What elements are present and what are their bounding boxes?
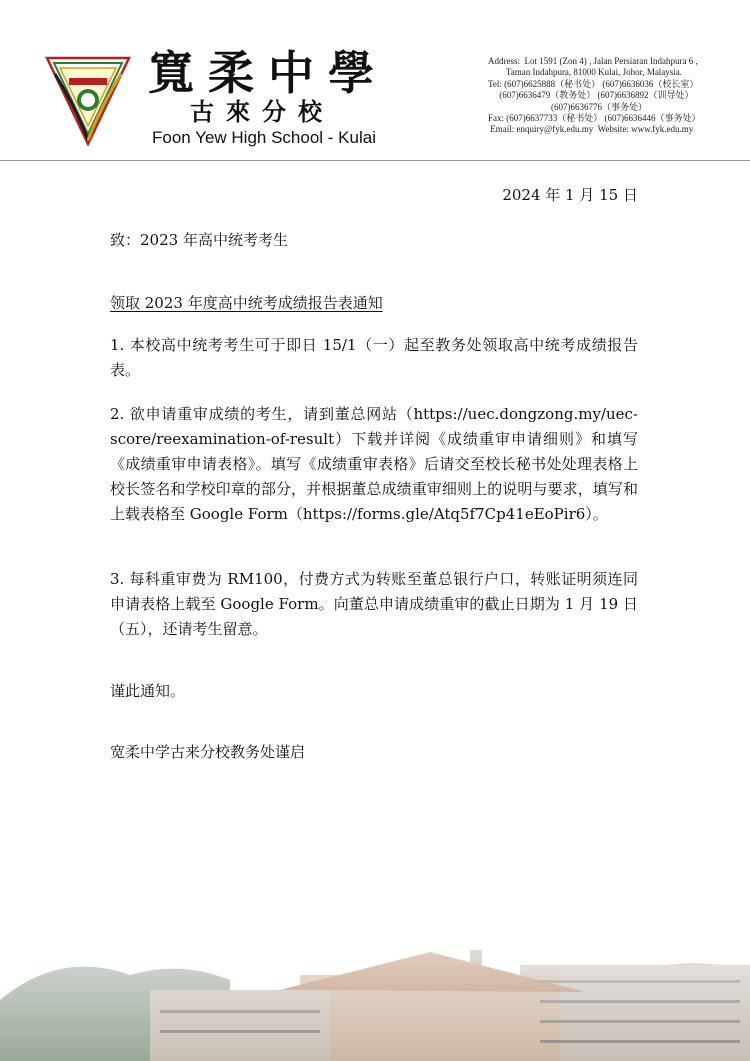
letter-date: 2024 年 1 月 15 日 (502, 186, 638, 204)
closing-remark: 谨此通知。 (110, 682, 186, 700)
header-divider (0, 160, 750, 161)
subject-line: 领取 2023 年度高中统考成绩报告表通知 (110, 294, 383, 312)
paragraph-3: 3. 每科重审费为 RM100，付费方式为转账至董总银行户口，转账证明须连同申请表格上载至 Google Form。向董总申请成绩重审的截止日期为 1 月 19 日（五），还请考生留意。 (110, 570, 638, 638)
signoff: 宽柔中学古来分校教务处谨启 (110, 743, 306, 761)
salutation: 致：2023 年高中统考考生 (110, 231, 288, 249)
school-crest-logo (45, 54, 131, 146)
branch-name-chinese: 古來分校 (190, 97, 334, 126)
school-name-english: Foon Yew High School - Kulai (152, 128, 376, 147)
school-name-chinese: 寬柔中學 (148, 46, 388, 100)
contact-address-block: Address: Lot 1591 (Zon 4) , Jalan Persiaran Indahpura 6 , Taman Indahpura, 81000 Kulai, Johor, Malaysia. Tel: (607)6625888（秘书处） (607)6636036（校长室） (607)6636479（教务处） (607)6636892（训导处） (607)6636776（事务处） Fax: (607)6637733（秘书处） (607)6636446（事务处） Email: enquiry@fyk.edu.my Website: www.fyk.edu.my (488, 56, 701, 135)
paragraph-2: 2. 欲申请重审成绩的考生，请到董总网站（https://uec.dongzong.my/uec-score/reexamination-of-result）下载并详阅《成绩重审申请细则》和填写《成绩重审申请表格》。填写《成绩重审表格》后请交至校长秘书处处理表格上校长签名和学校印章的部分，并根据董总成绩重审细则上的说明与要求，填写和上载表格至 Google Form（https://forms.gle/Atq5f7Cp41eEoPir6）。 (110, 405, 638, 523)
campus-photo-watermark (0, 880, 750, 1061)
paragraph-1: 1. 本校高中统考考生可于即日 15/1（一）起至教务处领取高中统考成绩报告表。 (110, 336, 638, 379)
